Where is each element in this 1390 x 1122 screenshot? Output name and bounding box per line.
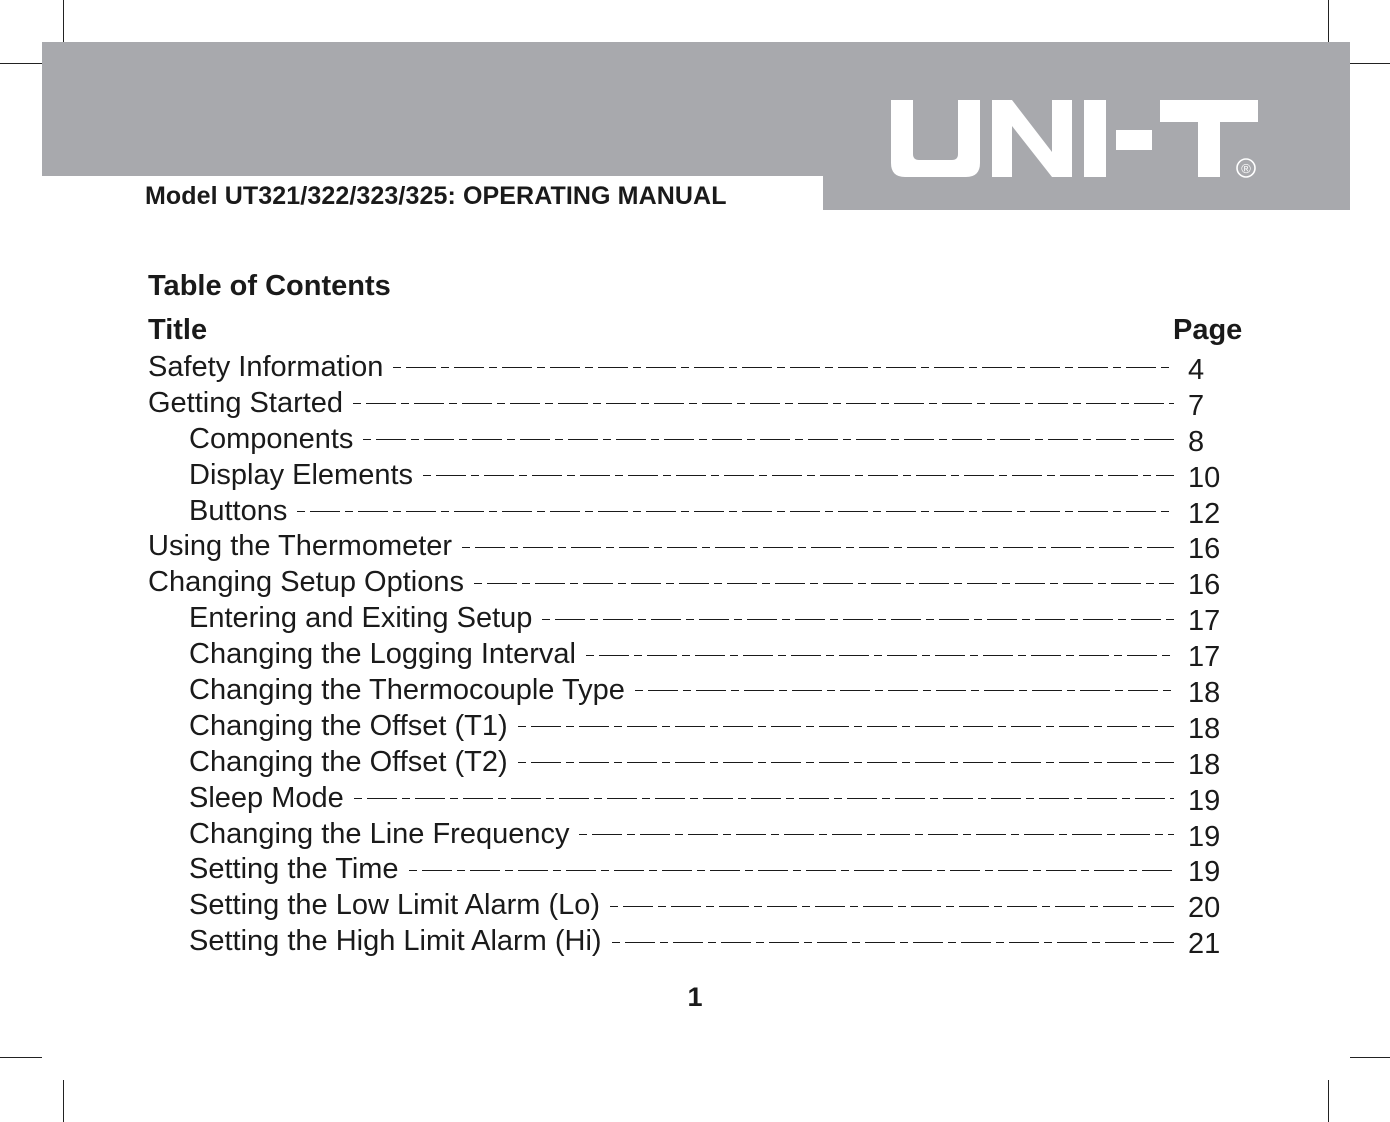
toc-entry[interactable]: [148, 528, 1248, 564]
toc-leader-line: [579, 834, 1174, 835]
toc-list: [148, 349, 1248, 959]
toc-entry-label: Changing the Thermocouple Type: [189, 673, 625, 706]
toc-entry-page: 8: [1188, 425, 1205, 458]
toc-entry-page: 19: [1188, 820, 1221, 853]
toc-entry-label: Setting the Low Limit Alarm (Lo): [189, 889, 601, 922]
toc-entry[interactable]: [148, 564, 1248, 600]
toc-leader-line: [423, 475, 1174, 476]
crop-mark-top-left-h: [0, 63, 42, 64]
toc-entry-label: Changing Setup Options: [148, 566, 464, 599]
toc-entry-page: 12: [1188, 497, 1221, 530]
toc-entry-label: Sleep Mode: [189, 781, 344, 814]
crop-mark-top-right: [1328, 0, 1329, 42]
toc-leader-line: [393, 367, 1174, 368]
toc-page-column-header: Page: [1173, 314, 1243, 346]
toc-entry-label: Entering and Exiting Setup: [189, 602, 533, 635]
toc-entry-page: 16: [1188, 533, 1221, 566]
registered-mark: ®: [1241, 161, 1251, 176]
toc-entry-page: 10: [1188, 461, 1221, 494]
toc-leader-line: [474, 583, 1174, 584]
toc-entry-page: 7: [1188, 389, 1205, 422]
toc-leader-line: [542, 619, 1174, 620]
toc-entry[interactable]: [148, 493, 1248, 529]
toc-entry[interactable]: [148, 816, 1248, 852]
toc-entry-page: 20: [1188, 892, 1221, 925]
toc-entry[interactable]: [148, 744, 1248, 780]
toc-entry[interactable]: [148, 636, 1248, 672]
toc-entry[interactable]: [148, 672, 1248, 708]
toc-leader-line: [409, 870, 1174, 871]
toc-leader-line: [363, 439, 1174, 440]
toc-leader-line: [354, 798, 1174, 799]
toc-leader-line: [297, 511, 1174, 512]
toc-leader-line: [612, 942, 1174, 943]
toc-entry-label: Components: [189, 422, 354, 455]
manual-model-title: Model UT321/322/323/325: OPERATING MANUAL: [145, 182, 727, 210]
toc-leader-line: [635, 690, 1174, 691]
toc-entry-label: Getting Started: [148, 386, 344, 419]
page-number: 1: [687, 982, 703, 1012]
toc-leader-line: [586, 655, 1174, 656]
toc-entry-label: Changing the Logging Interval: [189, 638, 576, 671]
toc-entry-label: Buttons: [189, 494, 288, 527]
crop-mark-bottom-left: [63, 1080, 64, 1122]
toc-entry[interactable]: [148, 385, 1248, 421]
crop-mark-bottom-right-h: [1350, 1057, 1390, 1058]
toc-leader-line: [518, 726, 1174, 727]
toc-entry[interactable]: [148, 457, 1248, 493]
toc-leader-line: [610, 906, 1174, 907]
crop-mark-bottom-left-h: [0, 1057, 42, 1058]
toc-leader-line: [462, 547, 1174, 548]
toc-title-column-header: Title: [148, 314, 208, 346]
crop-mark-top-left: [63, 0, 64, 42]
toc-entry-page: 4: [1188, 353, 1205, 386]
toc-entry-page: 19: [1188, 856, 1221, 889]
toc-entry-page: 16: [1188, 569, 1221, 602]
toc-entry-label: Changing the Offset (T2): [189, 745, 508, 778]
toc-entry[interactable]: [148, 708, 1248, 744]
toc-entry[interactable]: [148, 923, 1248, 959]
toc-entry-page: 17: [1188, 641, 1221, 674]
toc-entry-label: Setting the Time: [189, 853, 399, 886]
toc-entry-page: 18: [1188, 712, 1221, 745]
toc-entry[interactable]: [148, 349, 1248, 385]
crop-mark-bottom-right: [1328, 1080, 1329, 1122]
toc-entry-label: Changing the Offset (T1): [189, 709, 508, 742]
toc-entry-page: 18: [1188, 676, 1221, 709]
toc-entry-page: 18: [1188, 748, 1221, 781]
uni-t-logo: [888, 90, 1266, 188]
toc-entry-label: Safety Information: [148, 350, 384, 383]
toc-entry-page: 19: [1188, 784, 1221, 817]
toc-entry-label: Changing the Line Frequency: [189, 817, 570, 850]
toc-leader-line: [353, 403, 1174, 404]
toc-entry[interactable]: [148, 600, 1248, 636]
toc-heading: Table of Contents: [148, 270, 391, 302]
crop-mark-top-right-h: [1350, 63, 1390, 64]
toc-entry-page: 21: [1188, 928, 1221, 961]
toc-entry-label: Setting the High Limit Alarm (Hi): [189, 925, 602, 958]
toc-entry-page: 17: [1188, 605, 1221, 638]
toc-entry[interactable]: [148, 851, 1248, 887]
toc-entry-label: Using the Thermometer: [148, 530, 453, 563]
toc-entry[interactable]: [148, 421, 1248, 457]
toc-entry-label: Display Elements: [189, 458, 414, 491]
toc-entry[interactable]: [148, 887, 1248, 923]
toc-entry[interactable]: [148, 780, 1248, 816]
toc-leader-line: [518, 762, 1174, 763]
